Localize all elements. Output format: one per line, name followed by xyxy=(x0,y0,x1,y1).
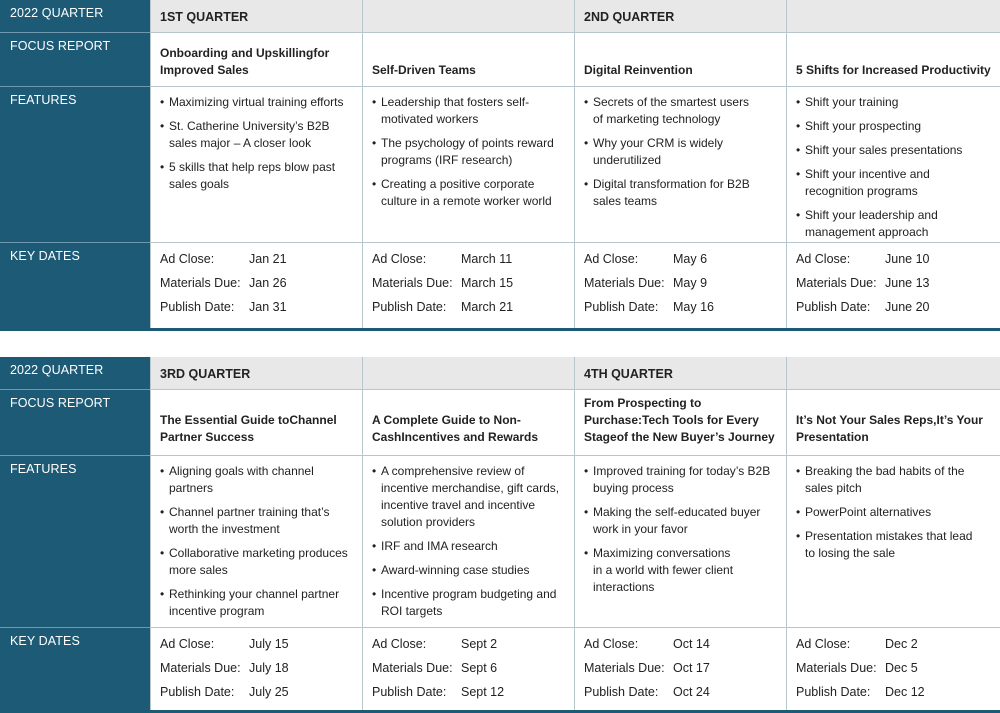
key-dates-label: KEY DATES xyxy=(0,627,150,710)
feature-text xyxy=(381,176,552,210)
bullet-icon: • xyxy=(584,177,589,191)
date-label: Ad Close: xyxy=(160,252,215,266)
feature-item xyxy=(796,142,994,159)
feature-text xyxy=(169,586,339,620)
bullet-icon: • xyxy=(584,505,589,519)
focus-line: Tech Tools for Every Stage xyxy=(584,413,759,444)
feature-line: Leadership that fosters self- xyxy=(381,95,530,109)
focus-report-cell xyxy=(362,32,574,86)
features-cell xyxy=(574,86,786,242)
date-row xyxy=(160,300,356,324)
quarter-label: 2022 QUARTER xyxy=(0,0,150,32)
feature-text xyxy=(593,135,723,169)
date-row xyxy=(160,252,356,276)
feature-item xyxy=(160,545,356,579)
focus-line: A Complete Guide to Non-Cash xyxy=(372,413,521,444)
focus-line: It’s Not Your Sales Reps, xyxy=(796,413,937,427)
date-row xyxy=(372,685,568,709)
bullet-icon: • xyxy=(584,464,589,478)
feature-item xyxy=(160,94,356,111)
feature-line: motivated workers xyxy=(381,112,479,126)
key-dates-cell xyxy=(786,627,1000,710)
date-label: Materials Due: xyxy=(372,276,453,290)
date-value: Jan 26 xyxy=(249,276,287,290)
feature-line: IRF and IMA research xyxy=(381,539,498,553)
bullet-icon: • xyxy=(160,546,165,560)
date-value: Sept 12 xyxy=(461,685,505,699)
date-value: June 13 xyxy=(885,276,930,290)
date-value: Oct 17 xyxy=(673,661,710,675)
bullet-icon: • xyxy=(584,136,589,150)
date-label: Publish Date: xyxy=(584,685,659,699)
focus-report-title xyxy=(584,62,693,79)
date-value: Dec 2 xyxy=(885,637,918,651)
feature-item xyxy=(160,118,356,152)
focus-report-title xyxy=(160,45,356,79)
date-value: Oct 24 xyxy=(673,685,710,699)
features-cell xyxy=(150,455,362,627)
quarter-header: 3RD QUARTER xyxy=(150,357,362,389)
feature-item xyxy=(796,528,994,562)
schedule-table-2 xyxy=(0,357,1000,713)
focus-line: Incentives and Rewards xyxy=(401,430,539,444)
feature-item xyxy=(584,504,780,538)
focus-line: 5 Shifts for Increased Productivity xyxy=(796,63,991,77)
feature-line: St. Catherine University’s B2B xyxy=(169,119,330,133)
feature-text xyxy=(805,118,921,135)
feature-line: sales teams xyxy=(593,194,658,208)
quarter-header: 2ND QUARTER xyxy=(574,0,786,32)
date-value: Dec 5 xyxy=(885,661,918,675)
focus-report-cell xyxy=(150,389,362,455)
feature-item xyxy=(584,176,780,210)
date-label: Ad Close: xyxy=(584,637,639,651)
feature-line: management approach xyxy=(805,225,929,239)
focus-report-cell xyxy=(362,389,574,455)
bullet-icon: • xyxy=(160,464,165,478)
date-row xyxy=(584,637,780,661)
feature-item xyxy=(584,94,780,128)
feature-item xyxy=(372,176,568,210)
features-cell xyxy=(150,86,362,242)
bullet-icon: • xyxy=(796,143,801,157)
feature-item xyxy=(584,463,780,497)
key-dates-cell xyxy=(150,242,362,328)
date-row xyxy=(796,661,994,685)
feature-text xyxy=(381,538,498,555)
key-dates-cell xyxy=(362,242,574,328)
date-label: Materials Due: xyxy=(160,661,241,675)
feature-item xyxy=(372,463,568,531)
date-value: June 20 xyxy=(885,300,930,314)
key-dates-cell xyxy=(574,627,786,710)
focus-report-cell xyxy=(786,389,1000,455)
date-label: Ad Close: xyxy=(372,252,427,266)
feature-text xyxy=(593,176,750,210)
feature-line: in a world with fewer client xyxy=(593,563,734,577)
feature-item xyxy=(372,586,568,620)
date-label: Publish Date: xyxy=(160,685,235,699)
date-row xyxy=(160,276,356,300)
feature-line: programs (IRF research) xyxy=(381,153,513,167)
focus-line: for Improved Sales xyxy=(160,46,330,77)
date-row xyxy=(796,637,994,661)
feature-line: work in your favor xyxy=(593,522,688,536)
features-cell xyxy=(574,455,786,627)
feature-item xyxy=(160,159,356,193)
date-value: July 18 xyxy=(249,661,289,675)
feature-line: A comprehensive review of xyxy=(381,464,525,478)
feature-item xyxy=(372,135,568,169)
feature-line: sales goals xyxy=(169,177,230,191)
date-label: Materials Due: xyxy=(796,276,877,290)
focus-report-title xyxy=(372,62,476,79)
key-dates-cell xyxy=(786,242,1000,328)
focus-line: Channel Partner Success xyxy=(160,413,337,444)
focus-report-title xyxy=(796,412,994,446)
date-value: Jan 21 xyxy=(249,252,287,266)
quarter-header xyxy=(362,357,574,389)
feature-text xyxy=(381,94,529,128)
focus-report-cell xyxy=(786,32,1000,86)
date-row xyxy=(372,661,568,685)
feature-text xyxy=(805,207,938,241)
feature-text xyxy=(381,135,554,169)
date-value: Dec 12 xyxy=(885,685,925,699)
focus-report-cell xyxy=(574,32,786,86)
features-label: FEATURES xyxy=(0,86,150,242)
date-value: Jan 31 xyxy=(249,300,287,314)
feature-line: underutilized xyxy=(593,153,662,167)
feature-line: more sales xyxy=(169,563,228,577)
feature-line: of marketing technology xyxy=(593,112,721,126)
feature-line: Creating a positive corporate xyxy=(381,177,535,191)
feature-item xyxy=(372,562,568,579)
date-label: Ad Close: xyxy=(372,637,427,651)
feature-line: Improved training for today’s B2B xyxy=(593,464,771,478)
date-label: Publish Date: xyxy=(372,685,447,699)
quarter-header xyxy=(362,0,574,32)
feature-line: Shift your leadership and xyxy=(805,208,938,222)
date-label: Publish Date: xyxy=(796,685,871,699)
date-label: Publish Date: xyxy=(796,300,871,314)
quarter-label: 2022 QUARTER xyxy=(0,357,150,389)
date-label: Materials Due: xyxy=(796,661,877,675)
bullet-icon: • xyxy=(372,539,377,553)
focus-line: From Prospecting to Purchase: xyxy=(584,396,702,427)
feature-line: solution providers xyxy=(381,515,476,529)
features-label: FEATURES xyxy=(0,455,150,627)
quarter-header: 1ST QUARTER xyxy=(150,0,362,32)
date-row xyxy=(584,661,780,685)
date-value: May 6 xyxy=(673,252,708,266)
feature-item xyxy=(584,135,780,169)
bullet-icon: • xyxy=(160,95,165,109)
feature-line: PowerPoint alternatives xyxy=(805,505,932,519)
features-cell xyxy=(362,455,574,627)
focus-line: Digital Reinvention xyxy=(584,63,693,77)
feature-item xyxy=(796,118,994,135)
key-dates-cell xyxy=(574,242,786,328)
date-row xyxy=(584,276,780,300)
feature-line: Presentation mistakes that lead xyxy=(805,529,973,543)
focus-report-label: FOCUS REPORT xyxy=(0,32,150,86)
feature-line: ROI targets xyxy=(381,604,443,618)
feature-line: to losing the sale xyxy=(805,546,896,560)
focus-report-label: FOCUS REPORT xyxy=(0,389,150,455)
feature-text xyxy=(805,142,962,159)
feature-item xyxy=(372,538,568,555)
date-label: Publish Date: xyxy=(584,300,659,314)
bullet-icon: • xyxy=(372,136,377,150)
feature-line: Why your CRM is widely xyxy=(593,136,724,150)
date-value: Sept 2 xyxy=(461,637,498,651)
feature-item xyxy=(796,94,994,111)
feature-item xyxy=(372,94,568,128)
focus-report-cell xyxy=(574,389,786,455)
bullet-icon: • xyxy=(160,119,165,133)
feature-text xyxy=(805,166,930,200)
bullet-icon: • xyxy=(796,95,801,109)
feature-text xyxy=(805,528,972,562)
bullet-icon: • xyxy=(796,167,801,181)
feature-line: Shift your training xyxy=(805,95,899,109)
bullet-icon: • xyxy=(372,177,377,191)
feature-text xyxy=(381,562,530,579)
key-dates-label: KEY DATES xyxy=(0,242,150,328)
bullet-icon: • xyxy=(584,95,589,109)
feature-line: Shift your sales presentations xyxy=(805,143,963,157)
date-value: Oct 14 xyxy=(673,637,710,651)
feature-text xyxy=(805,463,964,497)
bullet-icon: • xyxy=(160,160,165,174)
bullet-icon: • xyxy=(372,95,377,109)
bullet-icon: • xyxy=(372,464,377,478)
focus-line: Self-Driven Teams xyxy=(372,63,476,77)
date-value: Sept 6 xyxy=(461,661,498,675)
date-row xyxy=(796,685,994,709)
date-row xyxy=(584,685,780,709)
date-row xyxy=(796,252,994,276)
focus-report-title xyxy=(584,395,780,446)
feature-text xyxy=(593,94,749,128)
feature-line: Secrets of the smartest users xyxy=(593,95,750,109)
feature-line: buying process xyxy=(593,481,674,495)
date-value: July 25 xyxy=(249,685,289,699)
date-label: Publish Date: xyxy=(160,300,235,314)
feature-line: Maximizing conversations xyxy=(593,546,731,560)
feature-text xyxy=(169,94,344,111)
feature-line: incentive merchandise, gift cards, xyxy=(381,481,560,495)
date-label: Ad Close: xyxy=(584,252,639,266)
feature-text xyxy=(169,545,348,579)
quarter-header xyxy=(786,0,1000,32)
feature-line: sales pitch xyxy=(805,481,862,495)
bullet-icon: • xyxy=(372,563,377,577)
feature-line: The psychology of points reward xyxy=(381,136,554,150)
feature-line: Collaborative marketing produces xyxy=(169,546,348,560)
feature-text xyxy=(381,586,556,620)
feature-text xyxy=(593,504,760,538)
feature-line: Incentive program budgeting and xyxy=(381,587,557,601)
date-value: May 16 xyxy=(673,300,714,314)
focus-line: The Essential Guide to xyxy=(160,413,290,427)
feature-line: incentive program xyxy=(169,604,265,618)
bullet-icon: • xyxy=(372,587,377,601)
date-label: Ad Close: xyxy=(160,637,215,651)
feature-item xyxy=(584,545,780,596)
feature-item xyxy=(796,207,994,241)
date-label: Ad Close: xyxy=(796,252,851,266)
feature-line: Digital transformation for B2B xyxy=(593,177,750,191)
bullet-icon: • xyxy=(796,208,801,222)
feature-text xyxy=(169,159,335,193)
feature-line: recognition programs xyxy=(805,184,918,198)
feature-line: Breaking the bad habits of the xyxy=(805,464,965,478)
date-row xyxy=(160,661,356,685)
date-label: Materials Due: xyxy=(372,661,453,675)
date-label: Materials Due: xyxy=(584,276,665,290)
date-value: June 10 xyxy=(885,252,930,266)
features-cell xyxy=(786,455,1000,627)
features-cell xyxy=(362,86,574,242)
date-row xyxy=(372,276,568,300)
quarter-header xyxy=(786,357,1000,389)
feature-line: worth the investment xyxy=(169,522,280,536)
feature-item xyxy=(796,166,994,200)
date-value: May 9 xyxy=(673,276,708,290)
feature-line: interactions xyxy=(593,580,655,594)
feature-line: sales major – A closer look xyxy=(169,136,312,150)
feature-text xyxy=(805,504,931,521)
date-label: Ad Close: xyxy=(796,637,851,651)
feature-text xyxy=(169,504,330,538)
feature-item xyxy=(160,504,356,538)
feature-item xyxy=(160,463,356,497)
feature-line: 5 skills that help reps blow past xyxy=(169,160,336,174)
feature-item xyxy=(796,463,994,497)
date-row xyxy=(584,300,780,324)
feature-line: incentive travel and incentive xyxy=(381,498,536,512)
date-label: Materials Due: xyxy=(584,661,665,675)
feature-text xyxy=(381,463,559,531)
feature-line: culture in a remote worker world xyxy=(381,194,552,208)
feature-item xyxy=(160,586,356,620)
feature-text xyxy=(593,463,770,497)
feature-line: partners xyxy=(169,481,214,495)
feature-line: Award-winning case studies xyxy=(381,563,530,577)
bullet-icon: • xyxy=(796,529,801,543)
focus-report-title xyxy=(160,412,356,446)
key-dates-cell xyxy=(362,627,574,710)
date-row xyxy=(372,252,568,276)
quarter-header: 4TH QUARTER xyxy=(574,357,786,389)
date-label: Materials Due: xyxy=(160,276,241,290)
focus-report-title xyxy=(796,62,991,79)
bullet-icon: • xyxy=(796,505,801,519)
date-row xyxy=(160,637,356,661)
date-row xyxy=(372,300,568,324)
feature-text xyxy=(805,94,898,111)
focus-report-cell xyxy=(150,32,362,86)
feature-line: Maximizing virtual training efforts xyxy=(169,95,344,109)
feature-line: Rethinking your channel partner xyxy=(169,587,340,601)
focus-line: It’s Your Presentation xyxy=(796,413,983,444)
date-value: July 15 xyxy=(249,637,289,651)
date-value: March 21 xyxy=(461,300,514,314)
date-row xyxy=(160,685,356,709)
feature-line: Shift your incentive and xyxy=(805,167,930,181)
feature-line: Channel partner training that’s xyxy=(169,505,330,519)
date-value: March 15 xyxy=(461,276,514,290)
features-cell xyxy=(786,86,1000,242)
feature-line: Shift your prospecting xyxy=(805,119,922,133)
bullet-icon: • xyxy=(584,546,589,560)
feature-text xyxy=(593,545,733,596)
bullet-icon: • xyxy=(160,587,165,601)
date-row xyxy=(584,252,780,276)
bullet-icon: • xyxy=(160,505,165,519)
feature-line: Aligning goals with channel xyxy=(169,464,314,478)
feature-item xyxy=(796,504,994,521)
bullet-icon: • xyxy=(796,119,801,133)
bullet-icon: • xyxy=(796,464,801,478)
key-dates-cell xyxy=(150,627,362,710)
date-row xyxy=(796,276,994,300)
date-row xyxy=(796,300,994,324)
feature-text xyxy=(169,463,314,497)
feature-line: Making the self-educated buyer xyxy=(593,505,761,519)
schedule-table-1 xyxy=(0,0,1000,331)
date-row xyxy=(372,637,568,661)
date-value: March 11 xyxy=(461,252,513,266)
focus-report-title xyxy=(372,412,568,446)
focus-line: of the New Buyer’s Journey xyxy=(616,430,775,444)
date-label: Publish Date: xyxy=(372,300,447,314)
focus-line: Onboarding and Upskilling xyxy=(160,46,314,60)
feature-text xyxy=(169,118,330,152)
